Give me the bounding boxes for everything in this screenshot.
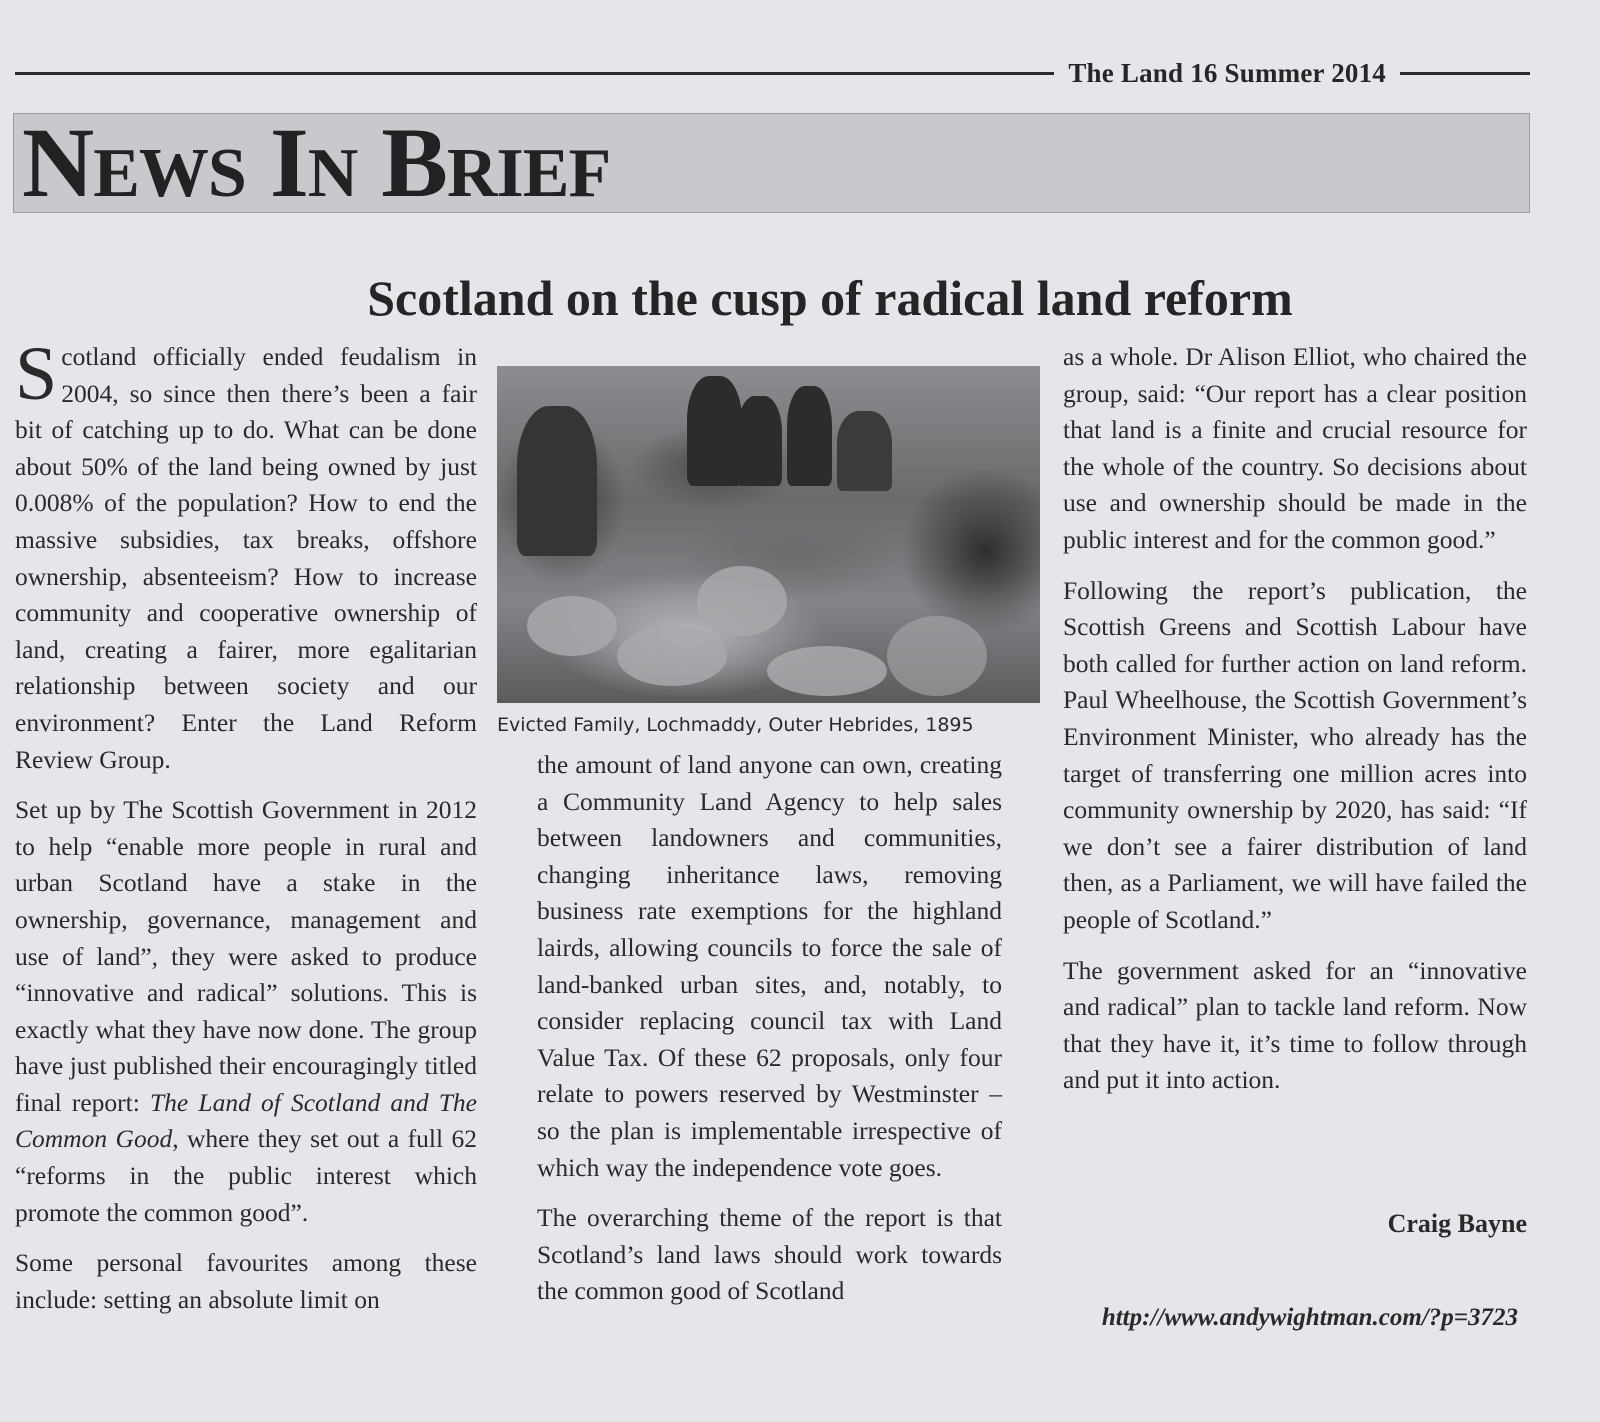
author-byline: Craig Bayne [1387, 1209, 1527, 1238]
photo-figure [737, 396, 782, 486]
paragraph-setup [15, 792, 477, 1231]
photo-figure [517, 406, 597, 556]
paragraph-setup-text-a: Set up by The Scottish Government in 2012 to help “enable more people in rural and urban Scotland have a stake in the ownership, governance, management and use of land”, they were asked to produce “innovative and radical” solutions. This is exactly what they have now done. The group have just published their encouragingly titled final report: [15, 795, 477, 1117]
photo-stone [527, 596, 617, 656]
paragraph-intro-text: cotland officially ended feudalism in 2004, so since then there’s been a fair bit of catching up to do. What can be done about 50% of the land being owned by just 0.008% of the population? How to end the massive subsidies, tax breaks, offshore ownership, absenteeism? How to increase community and cooperative ownership of land, creating a fairer, more egalitarian relationship between society and our environment? Enter the Land Reform Review Group. [15, 342, 477, 774]
folio-text: The Land 16 Summer 2014 [1068, 57, 1386, 88]
folio-rule-right [1400, 72, 1530, 75]
photo-stone [617, 626, 727, 686]
article-headline: Scotland on the cusp of radical land reform [367, 269, 1293, 326]
paragraph-intro [15, 332, 477, 778]
paragraph-quote-elliot: as a whole. Dr Alison Elliot, who chaired the group, said: “Our report has a clear position that land is a finite and crucial resource for the whole of the country. So decisions about use and ownership should be made in the public interest and for the common good.” [1063, 342, 1527, 554]
section-title: News In Brief [22, 113, 611, 213]
drop-cap: S [15, 332, 58, 416]
paragraph-setup-text-b: , where they set out a full 62 “reforms in the public interest which promote the common good”. [15, 1124, 477, 1227]
paragraph-proposals: the amount of land anyone can own, creating a Community Land Agency to help sales between landowners and communities, changing inheritance laws, removing business rate exemptions for the highland lairds, allowing councils to force the sale of land-banked urban sites, and, notably, to consider replacing council tax with Land Value Tax. Of these 62 proposals, only four relate to powers reserved by Westminster – so the plan is implementable irrespective of which way the independence vote goes. [537, 750, 1002, 1182]
paragraph-reaction: Following the report’s publication, the Scottish Greens and Scottish Labour have both called for further action on land reform. Paul Wheelhouse, the Scottish Government’s Environment Minister, who already has the target of transferring one million acres into community ownership by 2020, has said: “If we don’t see a fairer distribution of land then, as a Parliament, we will have failed the people of Scotland.” [1063, 575, 1527, 934]
report-title: The Land of Scotland and The Common Good [15, 1087, 477, 1154]
photo-figure [787, 386, 832, 486]
photo-stone [697, 566, 787, 636]
article-column-left [15, 332, 477, 1332]
photo-figure [837, 411, 892, 491]
paragraph-theme: The overarching theme of the report is that Scotland’s land laws should work towards the common good of Scotland [537, 1203, 1002, 1306]
paragraph-favourites: Some personal favourites among these include: setting an absolute limit on [15, 1248, 477, 1314]
source-link[interactable]: http://www.andywightman.com/?p=3723 [1101, 1304, 1518, 1331]
photo-figure [687, 376, 742, 486]
photo-caption: Evicted Family, Lochmaddy, Outer Hebrides, 1895 [497, 714, 974, 736]
folio-rule-left [15, 72, 1054, 75]
section-banner [13, 113, 1530, 213]
article-column-middle [537, 747, 1002, 1324]
article-column-right [1063, 339, 1527, 1113]
photo-stone [887, 616, 987, 696]
page-folio [15, 55, 1530, 91]
paragraph-conclusion: The government asked for an “innovative and radical” plan to tackle land reform. Now that they have it, it’s time to follow through and put it into action. [1063, 955, 1527, 1095]
article-photo [497, 366, 1040, 703]
photo-stone [767, 646, 887, 696]
